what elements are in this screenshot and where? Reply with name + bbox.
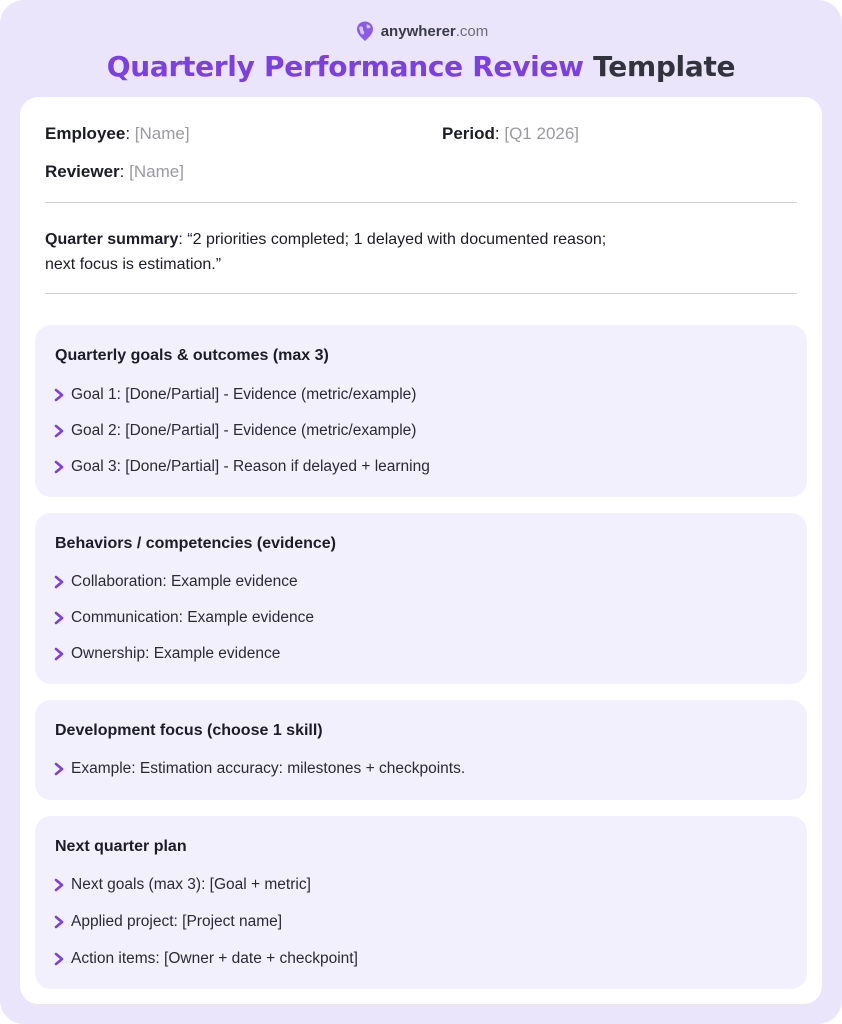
section-title: Quarterly goals & outcomes (max 3): [55, 347, 329, 364]
chevron-right-icon: [53, 915, 65, 929]
chevron-right-icon: [53, 952, 65, 966]
chevron-right-icon: [53, 878, 65, 892]
reviewer-label: Reviewer: [45, 162, 120, 181]
summary-line-1: “2 priorities completed; 1 delayed with documented reason;: [187, 231, 607, 248]
list-item-text: Action items: [Owner + date + checkpoint]: [71, 950, 358, 967]
period-value[interactable]: [Q1 2026]: [504, 124, 580, 143]
list-item: [53, 948, 358, 970]
section-development-focus: [35, 700, 807, 800]
list-item-text: Goal 3: [Done/Partial] - Reason if delayed + learning: [71, 458, 430, 475]
chevron-right-icon: [53, 424, 65, 438]
quarter-summary: [45, 227, 745, 277]
period-label: Period: [442, 124, 495, 143]
brand-tld: .com: [455, 22, 489, 40]
list-item: [53, 643, 280, 665]
list-item-text: Goal 2: [Done/Partial] - Evidence (metric/example): [71, 422, 417, 439]
divider: [45, 202, 797, 203]
section-title: Development focus (choose 1 skill): [55, 722, 323, 739]
reviewer-sep: :: [119, 162, 130, 181]
list-item: [53, 420, 416, 442]
title-accent: Quarterly Performance Review: [106, 50, 584, 83]
chevron-right-icon: [53, 575, 65, 589]
chevron-right-icon: [53, 388, 65, 402]
list-item: [53, 607, 314, 629]
section-next-quarter-plan: [35, 816, 807, 989]
summary-line-2: next focus is estimation.”: [45, 256, 222, 273]
list-item-text: Next goals (max 3): [Goal + metric]: [71, 876, 311, 893]
chevron-right-icon: [53, 460, 65, 474]
summary-label: Quarter summary: [45, 231, 179, 248]
list-item-text: Example: Estimation accuracy: milestones + checkpoints.: [71, 760, 466, 777]
review-card: [20, 97, 822, 1004]
employee-field: [45, 123, 190, 145]
list-item-text: Goal 1: [Done/Partial] - Evidence (metric/example): [71, 386, 417, 403]
list-item: [53, 874, 311, 896]
reviewer-value[interactable]: [Name]: [129, 162, 184, 181]
list-item: [53, 384, 416, 406]
list-item-text: Applied project: [Project name]: [71, 913, 283, 930]
list-item-text: Communication: Example evidence: [71, 609, 314, 626]
summary-sep: :: [178, 231, 188, 248]
list-item-text: Ownership: Example evidence: [71, 645, 281, 662]
title-rest: Template: [583, 50, 736, 83]
list-item: [53, 911, 282, 933]
reviewer-field: [45, 161, 184, 183]
brand-header: [0, 19, 842, 43]
list-item: [53, 571, 298, 593]
period-sep: :: [494, 124, 505, 143]
section-behaviors: [35, 513, 807, 684]
divider: [45, 293, 797, 294]
globe-pin-logo-icon: [354, 20, 376, 42]
employee-sep: :: [125, 124, 135, 143]
period-field: [442, 123, 579, 145]
employee-label: Employee: [45, 124, 126, 143]
list-item-text: Collaboration: Example evidence: [71, 573, 298, 590]
chevron-right-icon: [53, 647, 65, 661]
section-title: Next quarter plan: [55, 838, 187, 855]
section-quarterly-goals: [35, 325, 807, 497]
page-title: [0, 50, 842, 83]
list-item: [53, 758, 465, 780]
brand-name: anywherer: [380, 22, 456, 40]
chevron-right-icon: [53, 762, 65, 776]
chevron-right-icon: [53, 611, 65, 625]
employee-value[interactable]: [Name]: [134, 124, 190, 143]
section-title: Behaviors / competencies (evidence): [55, 535, 336, 552]
list-item: [53, 456, 430, 478]
